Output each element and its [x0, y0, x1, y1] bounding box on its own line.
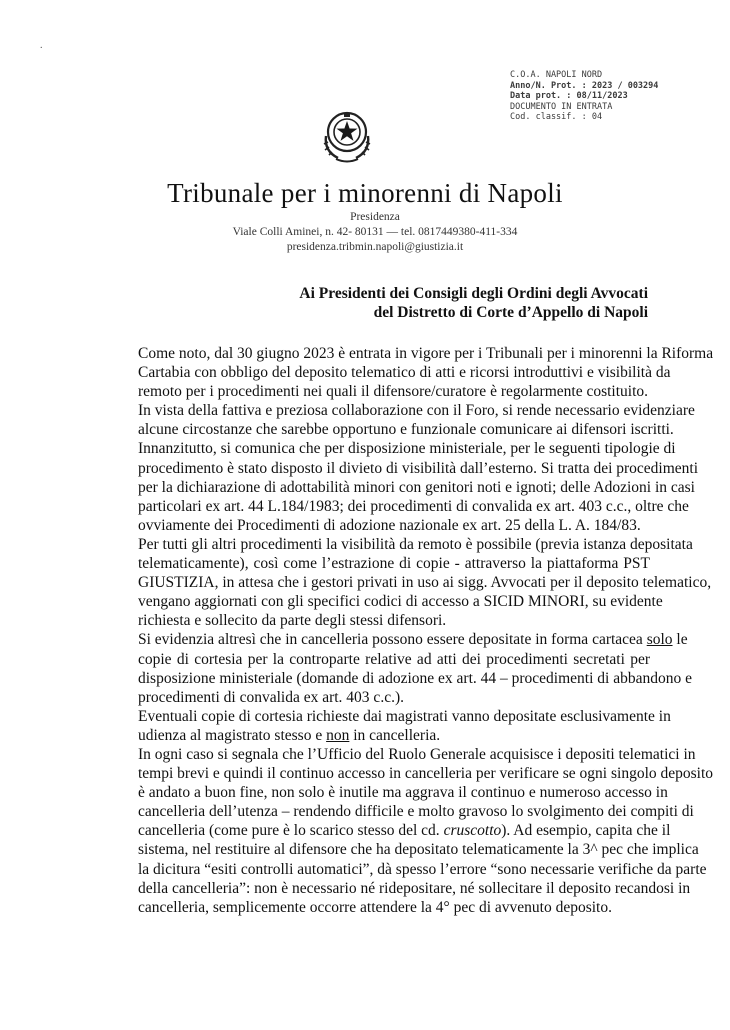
body-line: Innanzitutto, si comunica che per disposizione ministeriale, per le seguenti tipologie di: [138, 440, 676, 458]
court-address: Viale Colli Aminei, n. 42- 80131 — tel. 0817449380-411-334: [232, 226, 518, 238]
body-line: vengano aggiornati con gli specifici codici di accesso a SICID MINORI, su evidente: [138, 593, 663, 611]
scan-speck: .: [40, 40, 43, 51]
body-line: particolari ex art. 44 L.184/1983; dei procedimenti di convalida ex art. 403 c.c., oltre che: [138, 497, 689, 515]
body-line: procedimenti di convalida ex art. 403 c.c.).: [138, 688, 404, 706]
body-line: In ogni caso si segnala che l’Ufficio del Ruolo Generale acquisisce i depositi telematici in: [138, 745, 696, 763]
body-line: procedimento è stato disposto il divieto di visibilità dall’esterno. Si tratta dei procedimenti: [138, 459, 699, 477]
body-text-segment: Si evidenzia altresì che in cancelleria possono essere depositate in forma cartacea: [138, 631, 643, 649]
body-line: [138, 630, 688, 649]
body-line: la dicitura “esiti controlli automatici”, dà spesso l’errore “sono necessarie verifiche da parte: [138, 860, 707, 878]
body-line: [138, 726, 650, 745]
court-title: Tribunale per i minorenni di Napoli: [167, 178, 563, 208]
body-line: disposizione ministeriale (domande di adozione ex art. 44 – procedimenti di abbandono e: [138, 669, 692, 687]
body-line: Cartabia con obbligo del deposito telematico di atti e ricorsi introduttivi e visibilità da: [138, 364, 671, 382]
body-line: In vista della fattiva e preziosa collaborazione con il Foro, si rende necessario evidenziare: [138, 402, 695, 420]
addressee-line: Ai Presidenti dei Consigli degli Ordini degli Avvocati: [299, 285, 648, 302]
body-line: Come noto, dal 30 giugno 2023 è entrata in vigore per i Tribunali per i minorenni la Riforma: [138, 345, 714, 362]
body-line: sistema, nel restituire al difensore che ha depositato telematicamente la 3^ pec che implica: [138, 841, 699, 859]
protocol-stamp: [510, 70, 670, 123]
body-line: della cancelleria”: non è necessario né ridepositare, né sollecitare il deposito recandosi in: [138, 879, 691, 897]
body-line: telematicamente), così come l’estrazione di copie - attraverso la piattaforma PST: [138, 555, 650, 573]
body-line: richiesta e sollecito da parte degli stessi difensori.: [138, 612, 447, 630]
body-text-segment: in cancelleria.: [353, 726, 441, 744]
body-text-segment: ). Ad esempio, capita che il: [501, 822, 671, 840]
stamp-line: DOCUMENTO IN ENTRATA: [510, 101, 613, 112]
body-line: Per tutti gli altri procedimenti la visibilità da remoto è possibile (previa istanza depositata: [138, 535, 693, 553]
letter-body: [138, 344, 714, 917]
stamp-line: C.O.A. NAPOLI NORD: [510, 70, 603, 80]
body-line: per la dichiarazione di adottabilità minori con genitori noti e ignoti; delle Adozioni in casi: [138, 478, 695, 496]
body-line: [138, 821, 671, 840]
body-text-segment: cancelleria (come pure è lo scarico stesso del cd.: [138, 822, 440, 840]
body-text-segment: le: [676, 631, 688, 649]
underlined-word: non: [326, 726, 350, 744]
body-line: è andato a buon fine, non solo è inutile ma aggrava il continuo e numeroso accesso in: [138, 784, 668, 802]
italian-republic-emblem-icon: [318, 106, 376, 166]
body-line: alcune circostanze che sarebbe opportuno e funzionale comunicare ai difensori iscritti.: [138, 421, 674, 439]
body-line: Eventuali copie di cortesia richieste dai magistrati vanno depositate esclusivamente in: [138, 707, 671, 725]
body-line: GIUSTIZIA, in attesa che i gestori privati in uso ai sigg. Avvocati per il deposito telematico,: [138, 574, 712, 592]
italic-word: cruscotto: [443, 822, 502, 840]
addressee-line: del Distretto di Corte d’Appello di Napoli: [373, 304, 648, 321]
court-email: presidenza.tribmin.napoli@giustizia.it: [286, 241, 464, 253]
underlined-word: solo: [646, 631, 673, 649]
body-line: cancelleria dell’utenza – rendendo difficile e molto gravoso lo svolgimento dei compiti di: [138, 803, 694, 821]
stamp-line: Data prot. : 08/11/2023: [510, 91, 628, 102]
body-line: cancelleria, semplicemente occorre attendere la 4° pec di avvenuto deposito.: [138, 898, 612, 916]
body-line: ovviamente dei Procedimenti di adozione nazionale ex art. 25 della L. A. 184/83.: [138, 516, 641, 534]
body-line: copie di cortesia per la controparte relative ad atti dei procedimenti secretati per: [138, 650, 650, 668]
body-line: tempi brevi e quindi il continuo accesso in cancelleria per verificare se ogni singolo deposito: [138, 765, 714, 783]
stamp-line: Cod. classif. : 04: [510, 112, 603, 123]
stamp-line: Anno/N. Prot. : 2023 / 003294: [510, 80, 659, 91]
court-office: Presidenza: [350, 211, 400, 223]
body-line: remoto per i procedimenti nei quali il difensore/curatore è regolarmente costituito.: [138, 383, 649, 401]
body-text-segment: udienza al magistrato stesso e: [138, 726, 323, 744]
